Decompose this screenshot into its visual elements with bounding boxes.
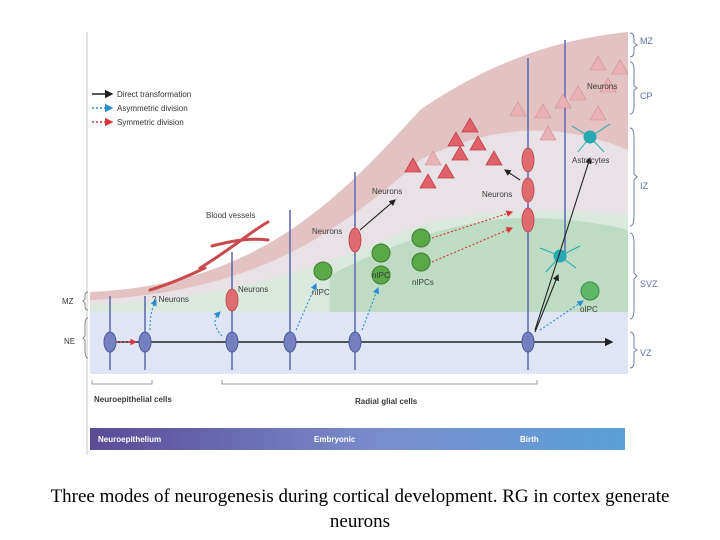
- neuroepithelial-cell: [104, 332, 116, 352]
- label-neuroepithelial: Neuroepithelial cells: [94, 395, 172, 404]
- figure-caption: Three modes of neurogenesis during cortical development. RG in cortex generate neurons: [50, 486, 670, 532]
- radial-glial-cell: [349, 332, 361, 352]
- legend-asymmetric: Asymmetric division: [117, 104, 188, 113]
- neuroepithelial-cell: [139, 332, 151, 352]
- zone-vz: VZ: [640, 348, 652, 358]
- legend-direct: Direct transformation: [117, 90, 192, 99]
- label-neurons-low: Neurons: [238, 285, 269, 294]
- label-neurons-mid: Neurons: [312, 227, 343, 236]
- label-oipc: oIPC: [580, 305, 598, 314]
- label-neurons-cp: Neurons: [587, 82, 618, 91]
- label-neurons-upper: Neurons: [372, 187, 403, 196]
- label-blood-vessels: Blood vessels: [206, 211, 256, 220]
- zone-brackets-right: [630, 33, 637, 368]
- timeline-bar: [90, 428, 625, 450]
- radial-glial-cell: [284, 332, 296, 352]
- label-nipc-2: nIPC: [372, 271, 390, 280]
- label-astrocytes: Astrocytes: [572, 156, 610, 165]
- radial-glial-cell: [522, 332, 534, 352]
- timeline-birth: Birth: [520, 435, 539, 444]
- label-q-neurons: ? Neurons: [152, 295, 189, 304]
- label-nipcs: nIPCs: [412, 278, 434, 287]
- zone-svz: SVZ: [640, 279, 658, 289]
- label-nipc-1: nIPC: [312, 288, 330, 297]
- zone-iz: IZ: [640, 181, 648, 191]
- timeline-neuroepithelium: Neuroepithelium: [98, 435, 162, 444]
- zone-mz-top: MZ: [640, 36, 653, 46]
- zone-ne: NE: [64, 337, 76, 346]
- zone-cp: CP: [640, 91, 653, 101]
- label-neurons-right: Neurons: [482, 190, 513, 199]
- legend-symmetric: Symmetric division: [117, 118, 184, 127]
- legend: [92, 90, 191, 127]
- oipc-cell: [581, 282, 599, 300]
- timeline-embryonic: Embryonic: [314, 435, 356, 444]
- radial-glial-cell: [226, 332, 238, 352]
- zone-mz-left: MZ: [62, 297, 74, 306]
- label-radial-glial: Radial glial cells: [355, 397, 418, 406]
